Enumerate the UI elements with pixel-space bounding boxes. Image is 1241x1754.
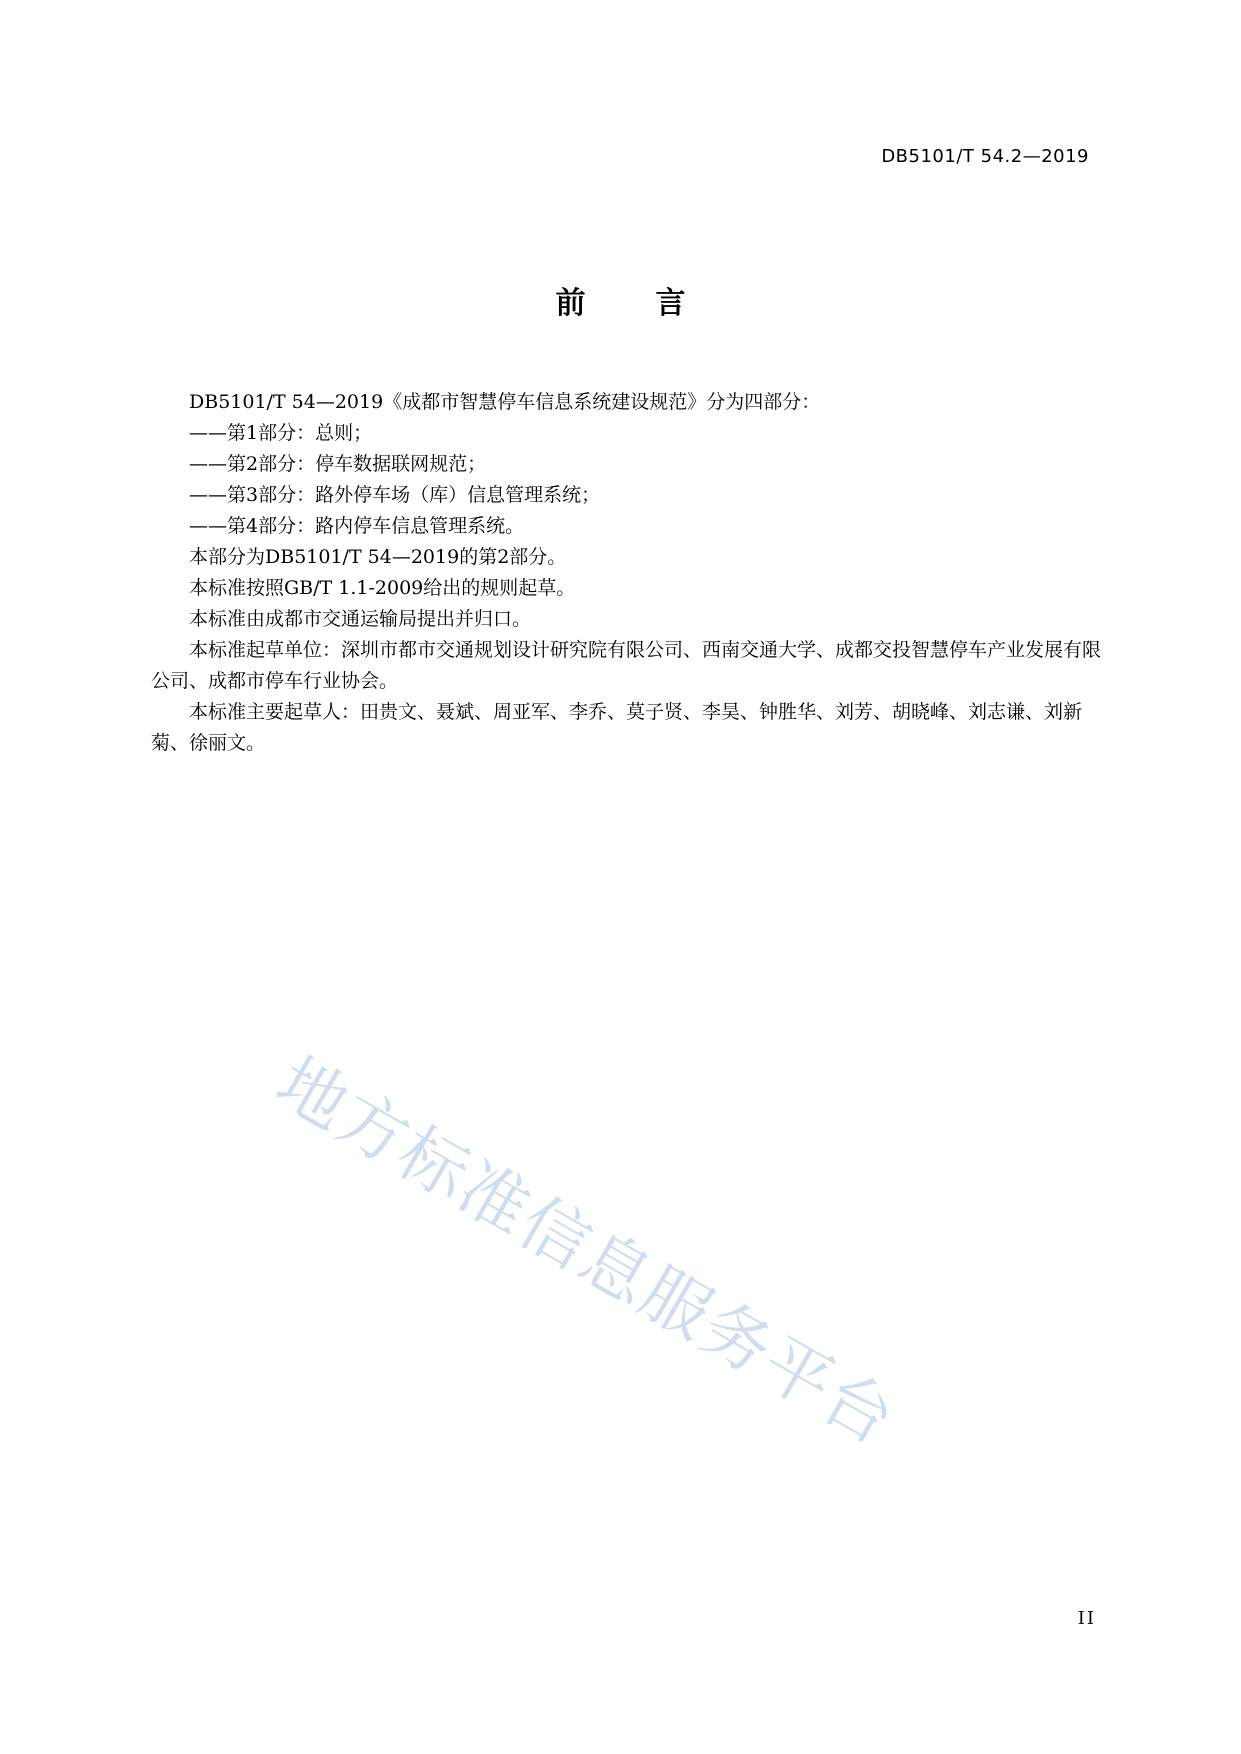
standard-code: DB5101/T 54.2—2019 <box>881 146 1089 167</box>
page-title-char-1: 前 <box>555 286 586 321</box>
paragraph-this-part: 本部分为DB5101/T 54—2019的第2部分。 <box>189 546 567 568</box>
foreword-body <box>151 387 1119 759</box>
page-number: II <box>1077 1608 1096 1629</box>
paragraph-drafters: 本标准主要起草人：田贵文、聂斌、周亚军、李乔、莫子贤、李昊、钟胜华、刘芳、胡晓峰、刘志谦、刘新菊、徐丽文。 <box>151 701 1083 754</box>
paragraph-part-1: ——第1部分：总则； <box>189 422 373 444</box>
page-title-char-2: 言 <box>655 286 686 321</box>
paragraph-drafting-rules: 本标准按照GB/T 1.1-2009给出的规则起草。 <box>189 577 576 599</box>
paragraph-proposer: 本标准由成都市交通运输局提出并归口。 <box>189 608 532 630</box>
paragraph-part-2: ——第2部分：停车数据联网规范； <box>189 453 487 475</box>
paragraph-part-3: ——第3部分：路外停车场（库）信息管理系统； <box>189 484 601 506</box>
watermark: 地方标准信息服务平台 <box>263 1042 909 1462</box>
paragraph-drafting-units: 本标准起草单位：深圳市都市交通规划设计研究院有限公司、西南交通大学、成都交投智慧停车产业发展有限公司、成都市停车行业协会。 <box>151 639 1102 692</box>
paragraph-part-4: ——第4部分：路内停车信息管理系统。 <box>189 515 525 537</box>
page-title <box>0 278 1241 322</box>
paragraph-parts-intro: DB5101/T 54—2019《成都市智慧停车信息系统建设规范》分为四部分： <box>189 391 821 413</box>
